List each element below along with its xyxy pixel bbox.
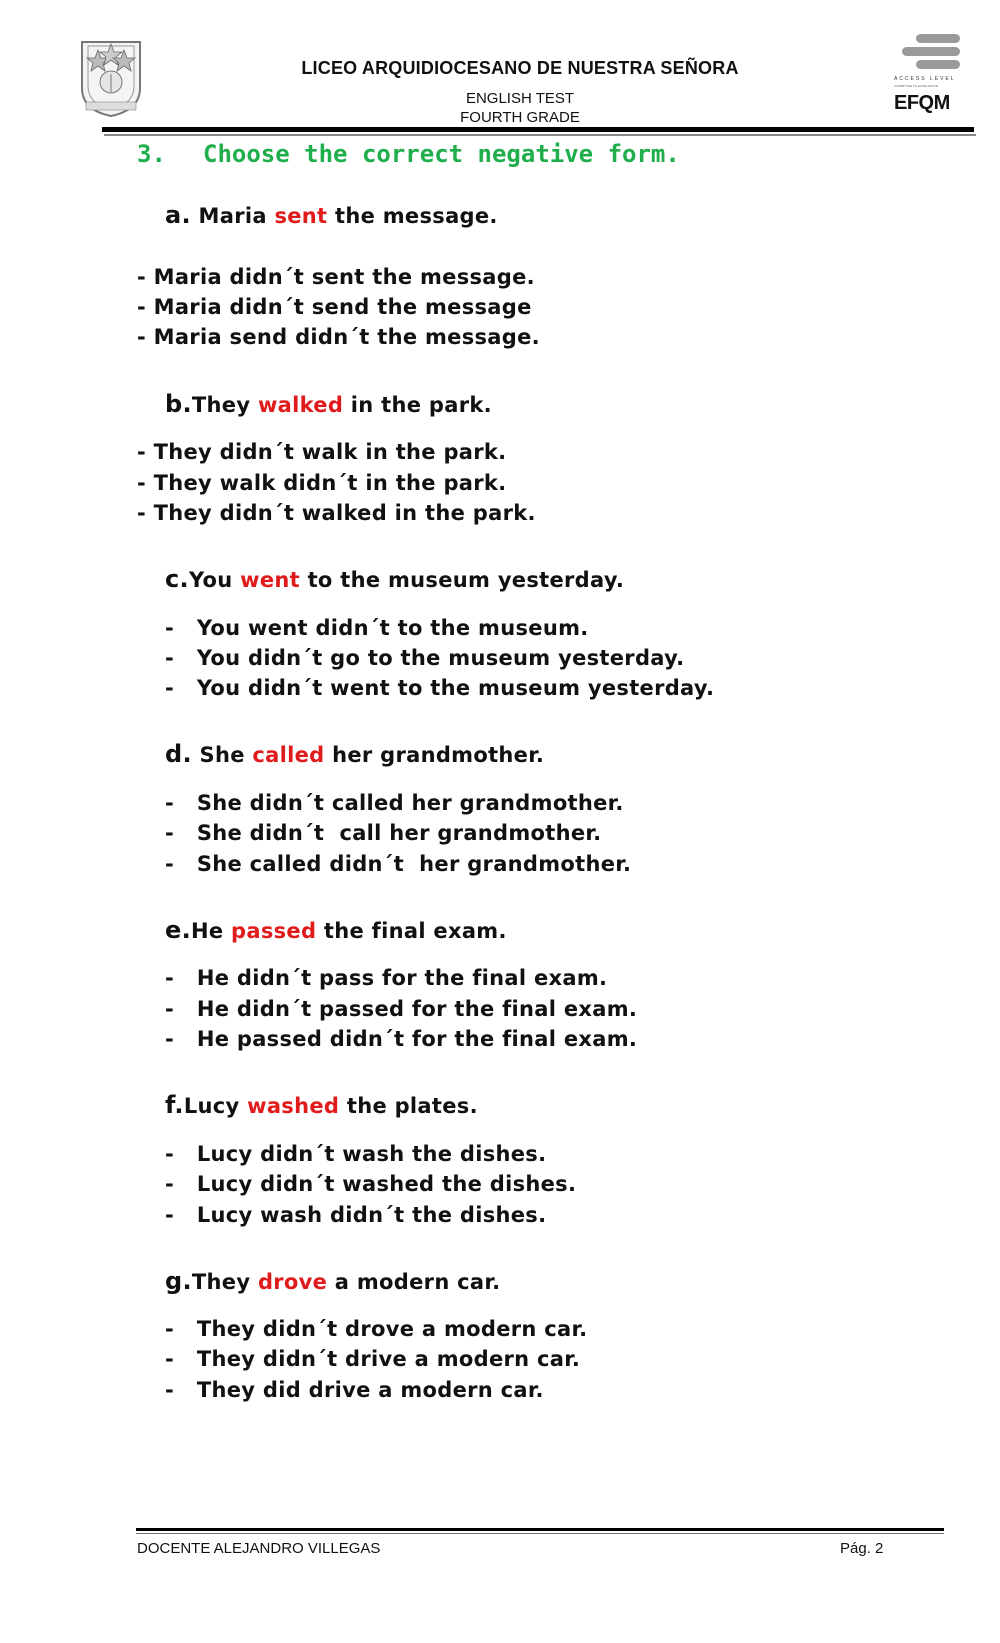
option-f-2[interactable]: - Lucy didn´t washed the dishes. xyxy=(165,1172,577,1196)
footer-page-number: Pág. 2 xyxy=(840,1540,884,1557)
option-a-3[interactable]: - Maria send didn´t the message. xyxy=(137,325,540,349)
logo-tag: ACCESS LEVEL xyxy=(894,76,956,82)
footer-divider-shadow xyxy=(136,1533,944,1534)
item-verb: went xyxy=(240,568,300,592)
grade-name: FOURTH GRADE xyxy=(460,109,580,126)
logo-bar-icon xyxy=(902,47,960,56)
item-letter: c. xyxy=(165,565,189,593)
item-before: She xyxy=(191,743,253,767)
school-crest-icon xyxy=(78,36,144,118)
item-d xyxy=(165,740,544,768)
item-c xyxy=(165,565,624,593)
item-after: the message. xyxy=(327,204,498,228)
item-verb: passed xyxy=(231,919,317,943)
logo-bar-icon xyxy=(916,34,960,43)
item-g xyxy=(165,1267,500,1295)
item-after: in the park. xyxy=(343,393,492,417)
item-letter: a. xyxy=(165,201,191,229)
header-divider xyxy=(102,127,974,132)
item-verb: walked xyxy=(257,393,344,417)
item-before: Maria xyxy=(190,204,275,228)
question-text: Choose the correct negative form. xyxy=(203,140,680,168)
item-verb: sent xyxy=(274,204,328,228)
option-d-2[interactable]: - She didn´t call her grandmother. xyxy=(165,821,602,845)
option-g-2[interactable]: - They didn´t drive a modern car. xyxy=(165,1347,581,1371)
option-e-3[interactable]: - He passed didn´t for the final exam. xyxy=(165,1027,638,1051)
option-b-2[interactable]: - They walk didn´t in the park. xyxy=(137,471,507,495)
item-before: He xyxy=(191,919,232,943)
item-after: to the museum yesterday. xyxy=(299,568,625,592)
question-number: 3. xyxy=(137,140,166,168)
item-verb: called xyxy=(252,743,325,767)
item-letter: g. xyxy=(165,1267,192,1295)
option-g-3[interactable]: - They did drive a modern car. xyxy=(165,1378,544,1402)
item-before: They xyxy=(191,393,258,417)
item-letter: e. xyxy=(165,916,191,944)
item-f xyxy=(165,1091,478,1119)
item-a xyxy=(165,201,498,229)
option-a-2[interactable]: - Maria didn´t send the message xyxy=(137,295,532,319)
header-divider-shadow xyxy=(104,134,976,136)
option-c-1[interactable]: - You went didn´t to the museum. xyxy=(165,616,589,640)
option-d-3[interactable]: - She called didn´t her grandmother. xyxy=(165,852,632,876)
option-b-1[interactable]: - They didn´t walk in the park. xyxy=(137,440,507,464)
item-after: her grandmother. xyxy=(324,743,545,767)
option-f-3[interactable]: - Lucy wash didn´t the dishes. xyxy=(165,1203,547,1227)
option-a-1[interactable]: - Maria didn´t sent the message. xyxy=(137,265,535,289)
item-after: the plates. xyxy=(339,1094,478,1118)
option-c-3[interactable]: - You didn´t went to the museum yesterday. xyxy=(165,676,715,700)
option-e-1[interactable]: - He didn´t pass for the final exam. xyxy=(165,966,608,990)
footer-teacher: DOCENTE ALEJANDRO VILLEGAS xyxy=(137,1540,381,1557)
question-title xyxy=(137,140,680,168)
item-letter: f. xyxy=(165,1091,184,1119)
efqm-logo xyxy=(894,34,964,116)
option-g-1[interactable]: - They didn´t drove a modern car. xyxy=(165,1317,588,1341)
option-d-1[interactable]: - She didn´t called her grandmother. xyxy=(165,791,624,815)
option-b-3[interactable]: - They didn´t walked in the park. xyxy=(137,501,536,525)
item-b xyxy=(165,390,492,418)
item-before: Lucy xyxy=(183,1094,248,1118)
option-e-2[interactable]: - He didn´t passed for the final exam. xyxy=(165,997,638,1021)
item-after: the final exam. xyxy=(316,919,507,943)
logo-bar-icon xyxy=(916,60,960,69)
item-before: You xyxy=(188,568,241,592)
test-name: ENGLISH TEST xyxy=(465,90,575,107)
item-verb: washed xyxy=(247,1094,340,1118)
logo-subtag: COMMITTED TO EXCELLENCE xyxy=(894,84,938,88)
item-verb: drove xyxy=(257,1270,328,1294)
school-name: LICEO ARQUIDIOCESANO DE NUESTRA SEÑORA xyxy=(301,58,739,78)
item-after: a modern car. xyxy=(327,1270,501,1294)
item-letter: d. xyxy=(165,740,192,768)
option-c-2[interactable]: - You didn´t go to the museum yesterday. xyxy=(165,646,685,670)
item-letter: b. xyxy=(165,390,192,418)
footer-divider xyxy=(136,1528,944,1531)
item-before: They xyxy=(191,1270,258,1294)
page-header xyxy=(0,0,1000,140)
item-e xyxy=(165,916,507,944)
logo-name: EFQM xyxy=(894,92,950,114)
option-f-1[interactable]: - Lucy didn´t wash the dishes. xyxy=(165,1142,547,1166)
